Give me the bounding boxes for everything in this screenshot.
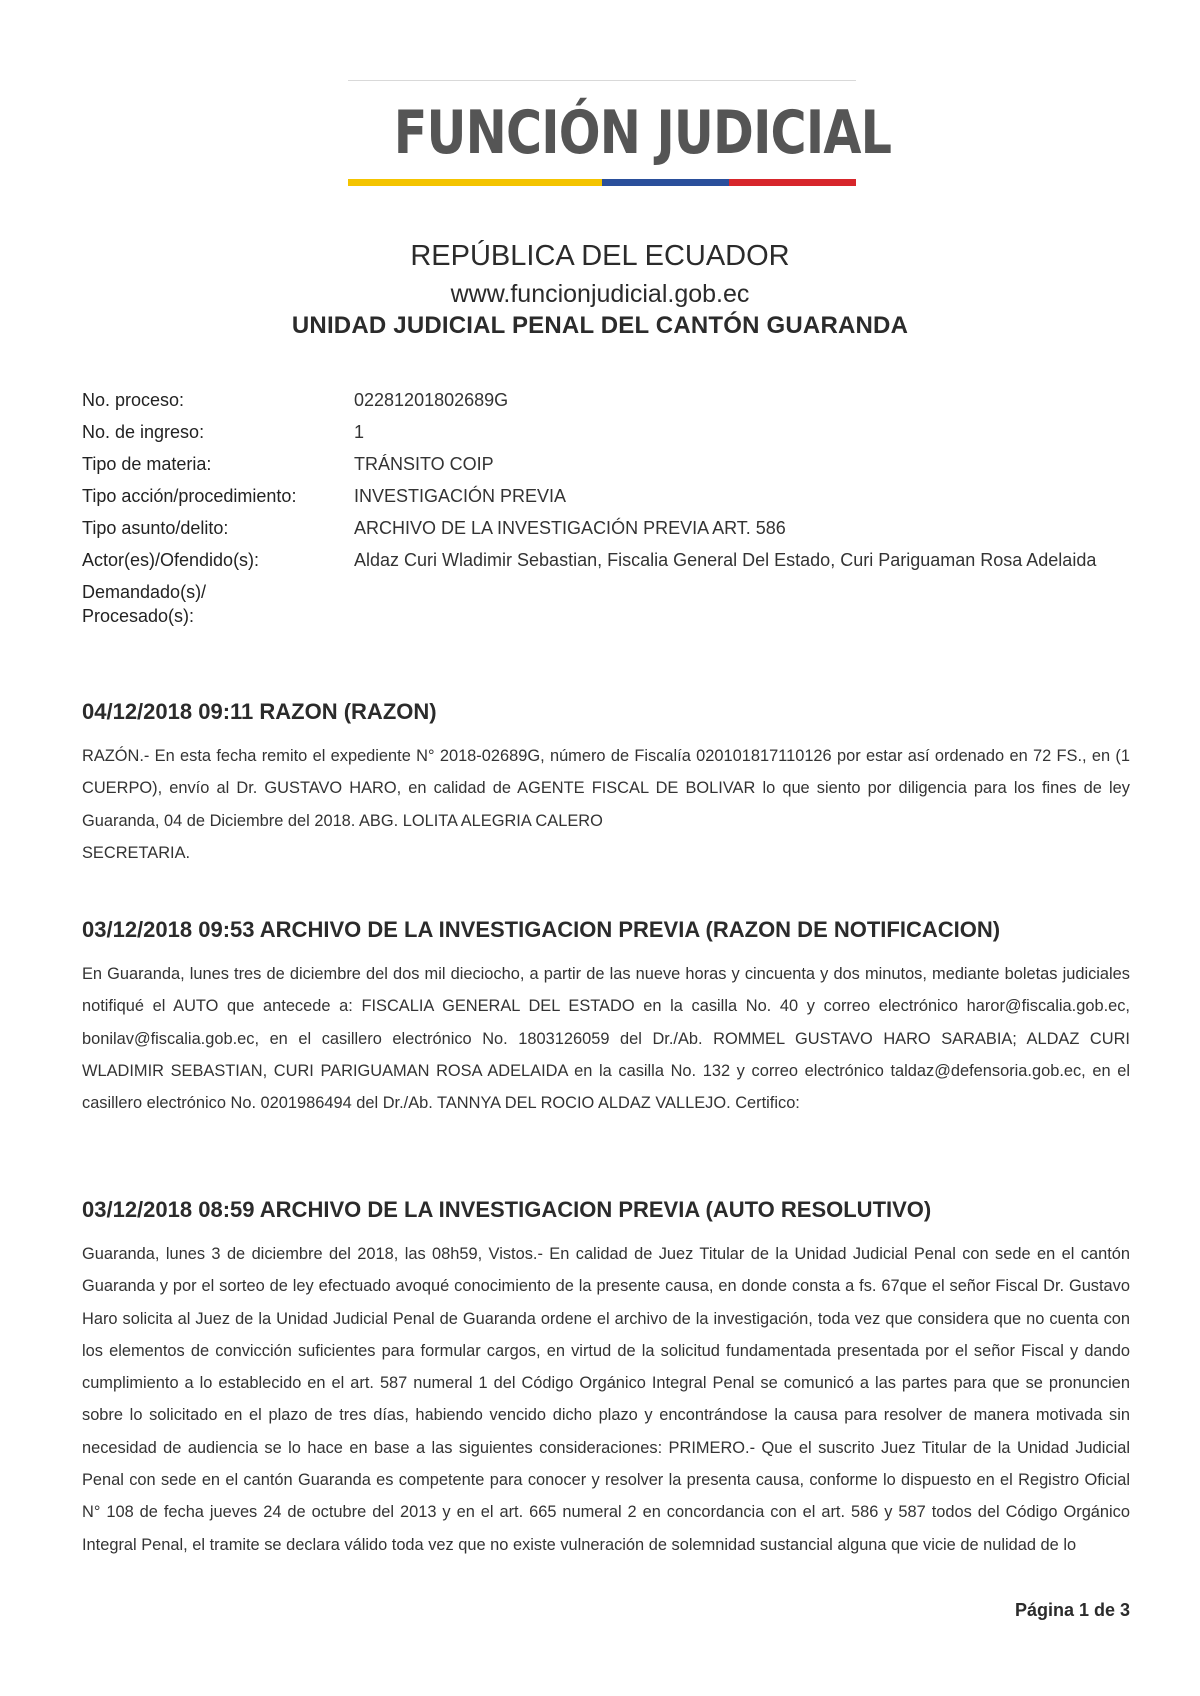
entry-body: En Guaranda, lunes tres de diciembre del dos mil dieciocho, a partir de las nueve horas y cincuenta y dos minutos, mediante boletas judiciales notifiqué el AUTO que antecede a: FISCALIA GENERAL DEL ESTADO en la casilla No. 40 y correo electrónico haror@fiscalia.gob.ec, bonilav@fiscalia.gob.ec, en el casillero electrónico No. 1803126059 del Dr./Ab. ROMMEL GUSTAVO HARO SARABIA; ALDAZ CURI WLADIMIR SEBASTIAN, CURI PARIGUAMAN ROSA ADELAIDA en la casilla No. 132 y correo electrónico taldaz@defensoria.gob.ec, en el casillero electrónico No. 0201986494 del Dr./Ab. TANNYA DEL ROCIO ALDAZ VALLEJO. Certifico: (82, 965, 1130, 1113)
info-label: Actor(es)/Ofendido(s): (82, 550, 260, 570)
entry-title: 03/12/2018 08:59 ARCHIVO DE LA INVESTIGACION PREVIA (AUTO RESOLUTIVO) (82, 1197, 932, 1222)
page-number: Página 1 de 3 (1014, 1600, 1130, 1620)
info-label: Tipo de materia: (82, 454, 212, 474)
case-info-row (82, 388, 1132, 412)
entry-body: Guaranda, lunes 3 de diciembre del 2018, las 08h59, Vistos.- En calidad de Juez Titular de la Unidad Judicial Penal con sede en el cantón Guaranda y por el sorteo de ley efectuado avoqué conocimiento de la presente causa, en donde consta a fs. 67que el señor Fiscal Dr. Gustavo Haro solicita al Juez de la Unidad Judicial Penal de Guaranda ordene el archivo de la investigación, toda vez que considera que no cuenta con los elementos de convicción suficientes para formular cargos, en virtud de la solicitud fundamentada presentada por el señor Fiscal y dando cumplimiento a lo establecido en el art. 587 numeral 1 del Código Orgánico Integral Penal se comunicó a las partes para que se pronuncien sobre lo solicitado en el plazo de tres días, habiendo vencido dicho plazo y encontrándose la causa para resolver de manera motivada sin necesidad de audiencia se lo hace en base a las siguientes consideraciones: PRIMERO.- Que el suscrito Juez Titular de la Unidad Judicial Penal con sede en el cantón Guaranda es competente para conocer y resolver la presenta causa, conforme lo dispuesto en el Registro Oficial N° 108 de fecha jueves 24 de octubre del 2013 y en el art. 665 numeral 2 en concordancia con el art. 586 y 587 todos del Código Orgánico Integral Penal, el tramite se declara válido toda vez que no existe vulneración de solemnidad sustancial alguna que vicie de nulidad de lo (82, 1245, 1130, 1554)
info-value (354, 580, 1132, 628)
info-label: Tipo acción/procedimiento: (82, 486, 297, 506)
flag-stripe (348, 179, 856, 186)
judicial-unit-title: UNIDAD JUDICIAL PENAL DEL CANTÓN GUARANDA (291, 312, 909, 339)
flag-yellow (348, 179, 602, 186)
info-label: No. proceso: (82, 390, 185, 410)
funcion-judicial-logo (348, 80, 892, 186)
logo-text: FUNCIÓN JUDICIAL (393, 98, 892, 168)
info-value: Aldaz Curi Wladimir Sebastian, Fiscalia General Del Estado, Curi Pariguaman Rosa Adelaida (354, 550, 1097, 570)
website-url: www.funcionjudicial.gob.ec (450, 280, 750, 308)
entry-title: 04/12/2018 09:11 RAZON (RAZON) (82, 699, 437, 724)
entry-title: 03/12/2018 09:53 ARCHIVO DE LA INVESTIGACION PREVIA (RAZON DE NOTIFICACION) (82, 917, 1001, 942)
entry-section (82, 698, 1130, 869)
case-info-row (82, 580, 1132, 628)
case-info-row (82, 484, 1132, 508)
info-value: ARCHIVO DE LA INVESTIGACIÓN PREVIA ART. 586 (354, 518, 786, 538)
info-value: 02281201802689G (354, 390, 509, 410)
flag-blue (602, 179, 729, 186)
entry-section (82, 916, 1130, 1119)
info-value: INVESTIGACIÓN PREVIA (354, 486, 567, 506)
info-value: TRÁNSITO COIP (354, 454, 494, 474)
case-info-row (82, 548, 1132, 572)
info-value: 1 (354, 422, 365, 442)
case-info-row (82, 452, 1132, 476)
case-info-row (82, 516, 1132, 540)
logo-top-rule (348, 80, 856, 81)
info-label: Demandado(s)/ Procesado(s): (82, 582, 207, 626)
country-title: REPÚBLICA DEL ECUADOR (410, 240, 790, 272)
info-label: No. de ingreso: (82, 422, 205, 442)
entry-body: RAZÓN.- En esta fecha remito el expediente N° 2018-02689G, número de Fiscalía 020101817110126 por estar así ordenado en 72 FS., en (1 CUERPO), envío al Dr. GUSTAVO HARO, en calidad de AGENTE FISCAL DE BOLIVAR lo que siento por diligencia para los fines de ley Guaranda, 04 de Diciembre del 2018. ABG. LOLITA ALEGRIA CALERO SECRETARIA. (82, 747, 1130, 862)
info-label: Tipo asunto/delito: (82, 518, 229, 538)
case-info-row (82, 420, 1132, 444)
entry-section (82, 1196, 1130, 1561)
flag-red (729, 179, 856, 186)
case-info-table (82, 388, 1132, 636)
